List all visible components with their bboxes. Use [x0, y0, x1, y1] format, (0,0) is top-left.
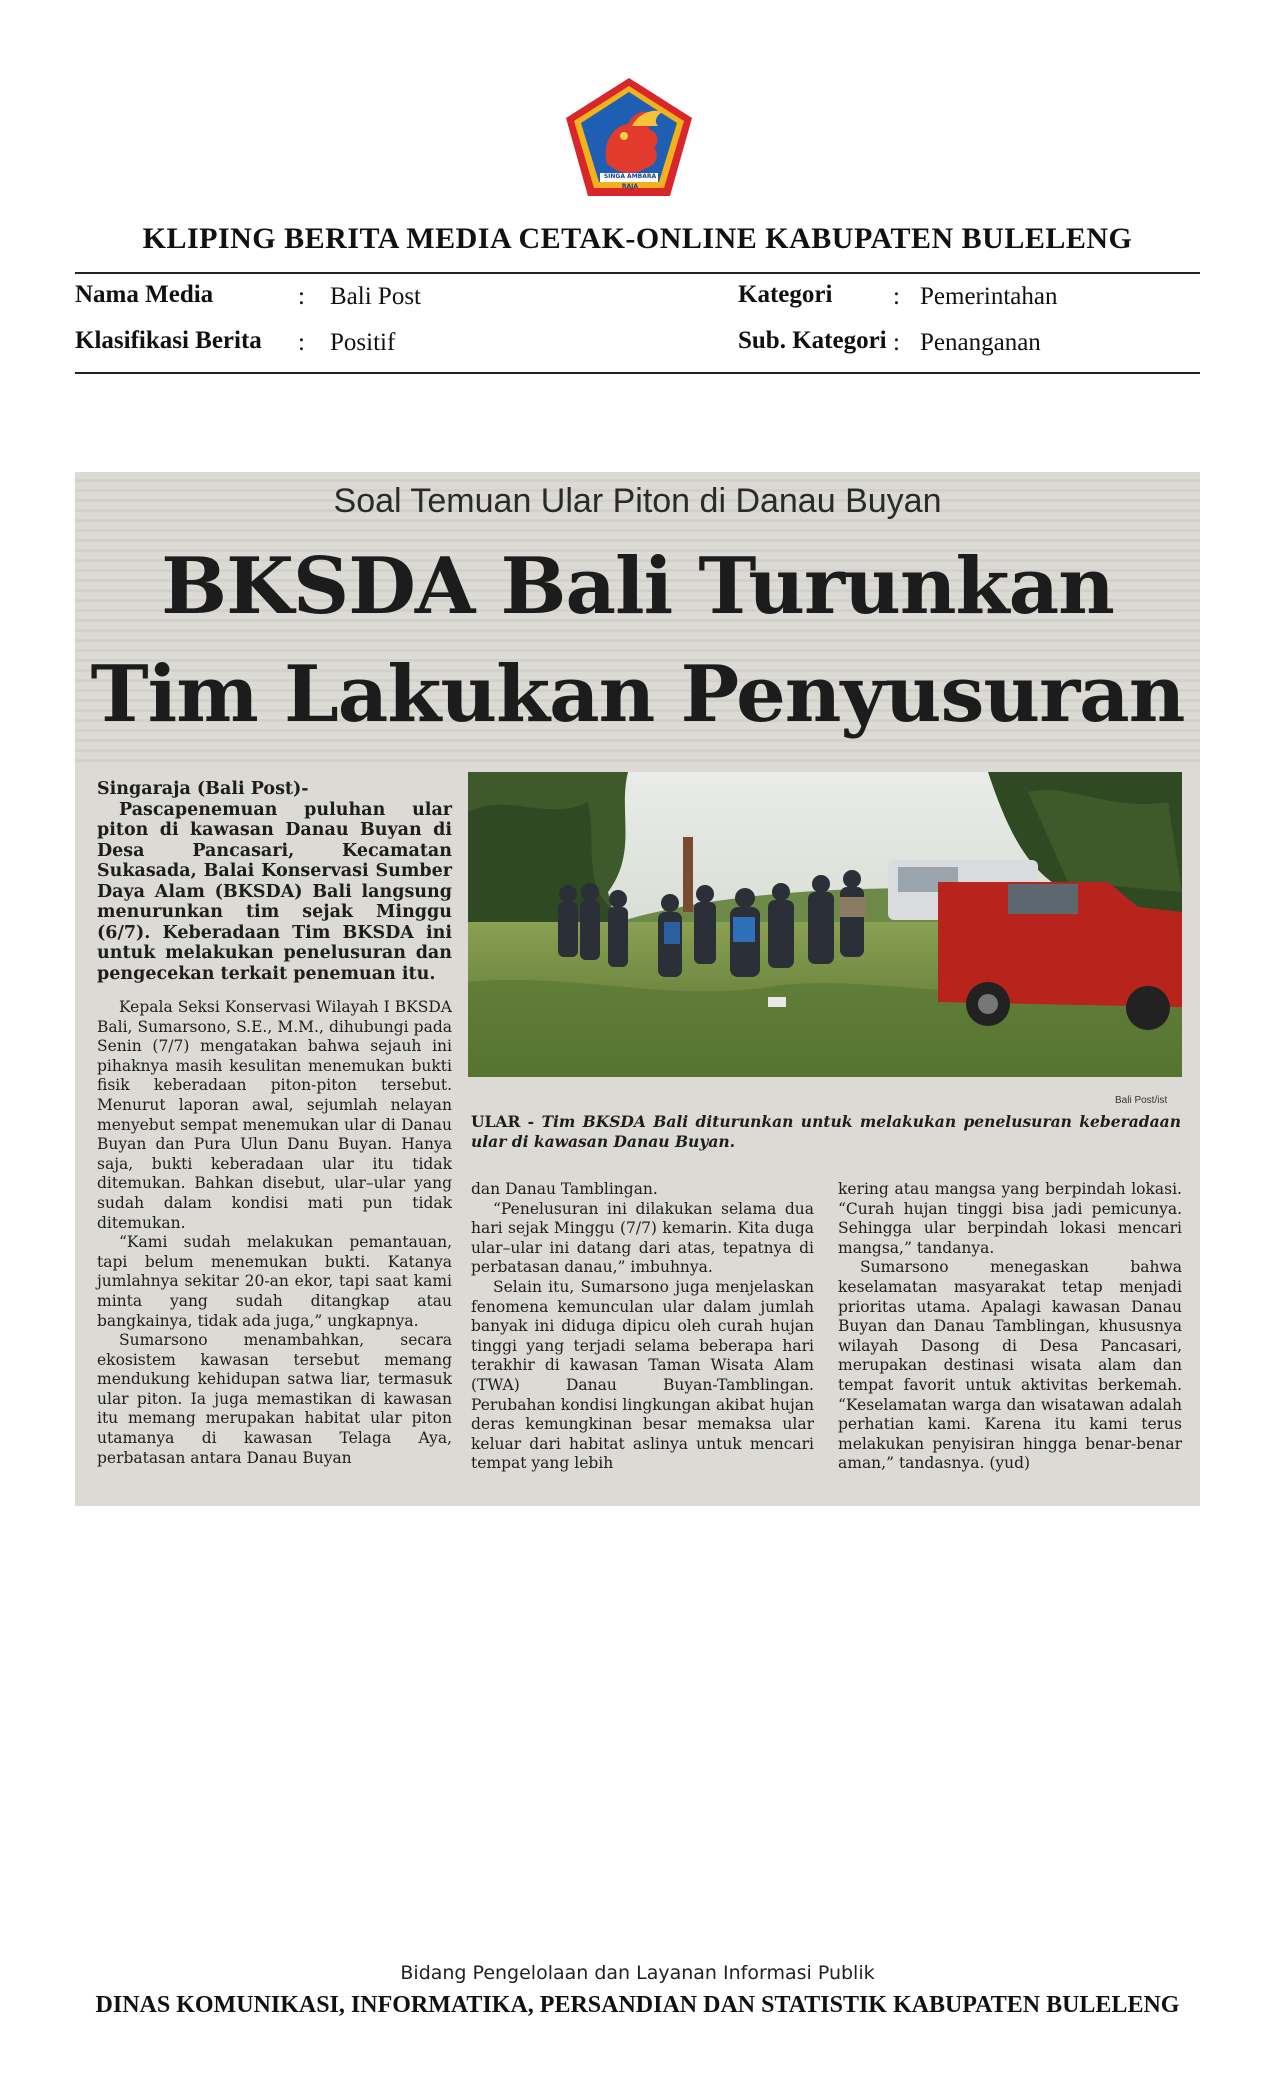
meta-sep: :: [893, 283, 900, 310]
meta-value-klasifikasi: Positif: [330, 329, 396, 356]
article-column-3: [838, 1180, 1182, 1474]
article-dateline: Singaraja (Bali Post)-: [97, 779, 309, 799]
meta-sep: :: [893, 329, 900, 356]
meta-label: Kategori: [738, 281, 833, 308]
header-bottom-divider: [75, 372, 1200, 374]
meta-value-media: Bali Post: [330, 283, 421, 310]
article-lead: [97, 779, 452, 984]
logo-caption: SINGA AMBARA RAJA: [603, 173, 657, 190]
meta-sep: :: [298, 329, 305, 356]
meta-label: Sub. Kategori: [738, 327, 887, 354]
body-paragraph: dan Danau Tamblingan.: [471, 1180, 658, 1198]
meta-kategori: [738, 281, 832, 309]
lead-paragraph: Pascapenemuan puluhan ular piton di kawasan Danau Buyan di Desa Pancasari, Kecamatan Sukasada, Balai Konservasi Sumber Daya Alam (BKSDA) Bali langsung menurunkan tim sejak Minggu (6/7). Keberadaan Tim BKSDA ini untuk melakukan penelusuran dan pengecekan terkait penemuan itu.: [97, 799, 452, 984]
header-top-divider: [75, 272, 1200, 274]
meta-klasifikasi: [75, 327, 262, 355]
photo-credit: Bali Post/ist: [1115, 1095, 1168, 1106]
meta-label: Klasifikasi Berita: [75, 327, 262, 354]
body-paragraph: Sumarsono menegaskan bahwa keselamatan masyarakat tetap menjadi prioritas utama. Apalagi kawasan Danau Buyan dan Danau Tamblingan, khususnya wilayah Dasong di Desa Pancasari, merupakan destinasi wisata alam dan tempat favorit untuk aktivitas berkemah. “Keselamatan warga dan wisatawan adalah perhatian kami. Karena itu kami terus melakukan penyisiran hingga benar-benar aman,” tandasnya. (yud): [838, 1258, 1182, 1473]
headline-line-1: BKSDA Bali Turunkan: [161, 541, 1114, 632]
body-paragraph: “Penelusuran ini dilakukan selama dua hari sejak Minggu (7/7) kemarin. Kita duga ular–ular ini datang dari atas, tepatnya di perbatasan danau,” imbuhnya.: [471, 1199, 814, 1277]
footer-division: Bidang Pengelolaan dan Layanan Informasi Publik: [400, 1962, 875, 1984]
caption-label: ULAR -: [471, 1112, 535, 1131]
document-title: KLIPING BERITA MEDIA CETAK-ONLINE KABUPATEN BULELENG: [142, 222, 1133, 255]
meta-value-kategori: Pemerintahan: [920, 283, 1058, 310]
body-paragraph: Sumarsono menambahkan, secara ekosistem kawasan tersebut memang mendukung kehidupan satwa liar, termasuk ular piton. Ia juga memastikan di kawasan itu memang merupakan habitat ular piton utamanya di kawasan Telaga Aya, perbatasan antara Danau Buyan: [97, 1331, 452, 1467]
photo-caption: [471, 1112, 1181, 1152]
meta-sep: :: [298, 283, 305, 310]
article-kicker: Soal Temuan Ular Piton di Danau Buyan: [333, 482, 942, 520]
regency-logo: [562, 74, 697, 200]
meta-label: Nama Media: [75, 281, 214, 308]
meta-nama-media: [75, 281, 213, 309]
article-column-2: [471, 1180, 814, 1474]
article-column-1: [97, 779, 452, 1468]
meta-sub-kategori: [738, 327, 887, 355]
body-paragraph: Selain itu, Sumarsono juga menjelaskan fenomena kemunculan ular dalam jumlah banyak ini diduga dipicu oleh curah hujan tinggi yang terjadi selama beberapa hari terakhir di kawasan Taman Wisata Alam (TWA) Danau Buyan-Tamblingan. Perubahan kondisi lingkungan akibat hujan deras kemungkinan besar memaksa ular keluar dari habitat aslinya untuk mencari tempat yang lebih: [471, 1277, 814, 1473]
body-paragraph: Kepala Seksi Konservasi Wilayah I BKSDA Bali, Sumarsono, S.E., M.M., dihubungi pada Senin (7/7) mengatakan bahwa sejauh ini pihaknya masih kesulitan menemukan bukti fisik keberadaan piton-piton tersebut. Menurut laporan awal, sejumlah nelayan menyebut sempat menemukan ular di Danau Buyan dan Pura Ulun Danu Buyan. Hanya saja, bukti keberadaan ular itu tidak ditemukan. Bahkan disebut, ular–ular yang sudah dalam kondisi mati pun tidak ditemukan.: [97, 998, 452, 1232]
body-paragraph: kering atau mangsa yang berpindah lokasi. “Curah hujan tinggi bisa jadi pemicunya. Sehingga ular berpindah lokasi mencari mangsa,” tandanya.: [838, 1180, 1182, 1257]
body-paragraph: “Kami sudah melakukan pemantauan, tapi belum menemukan bukti. Katanya jumlahnya sekitar 20-an ekor, tapi saat kami minta yang sudah ditangkap atau bangkainya, tidak ada juga,” ungkapnya.: [97, 1233, 452, 1330]
headline-line-2: Tim Lakukan Penyusuran: [90, 649, 1185, 740]
meta-value-sub-kategori: Penanganan: [920, 329, 1041, 356]
caption-text: Tim BKSDA Bali diturunkan untuk melakukan penelusuran keberadaan ular di kawasan Danau Buyan.: [471, 1112, 1181, 1151]
newspaper-clipping: [75, 472, 1200, 1506]
article-photo: [468, 772, 1182, 1077]
footer-agency: DINAS KOMUNIKASI, INFORMATIKA, PERSANDIAN DAN STATISTIK KABUPATEN BULELENG: [95, 1992, 1180, 2018]
